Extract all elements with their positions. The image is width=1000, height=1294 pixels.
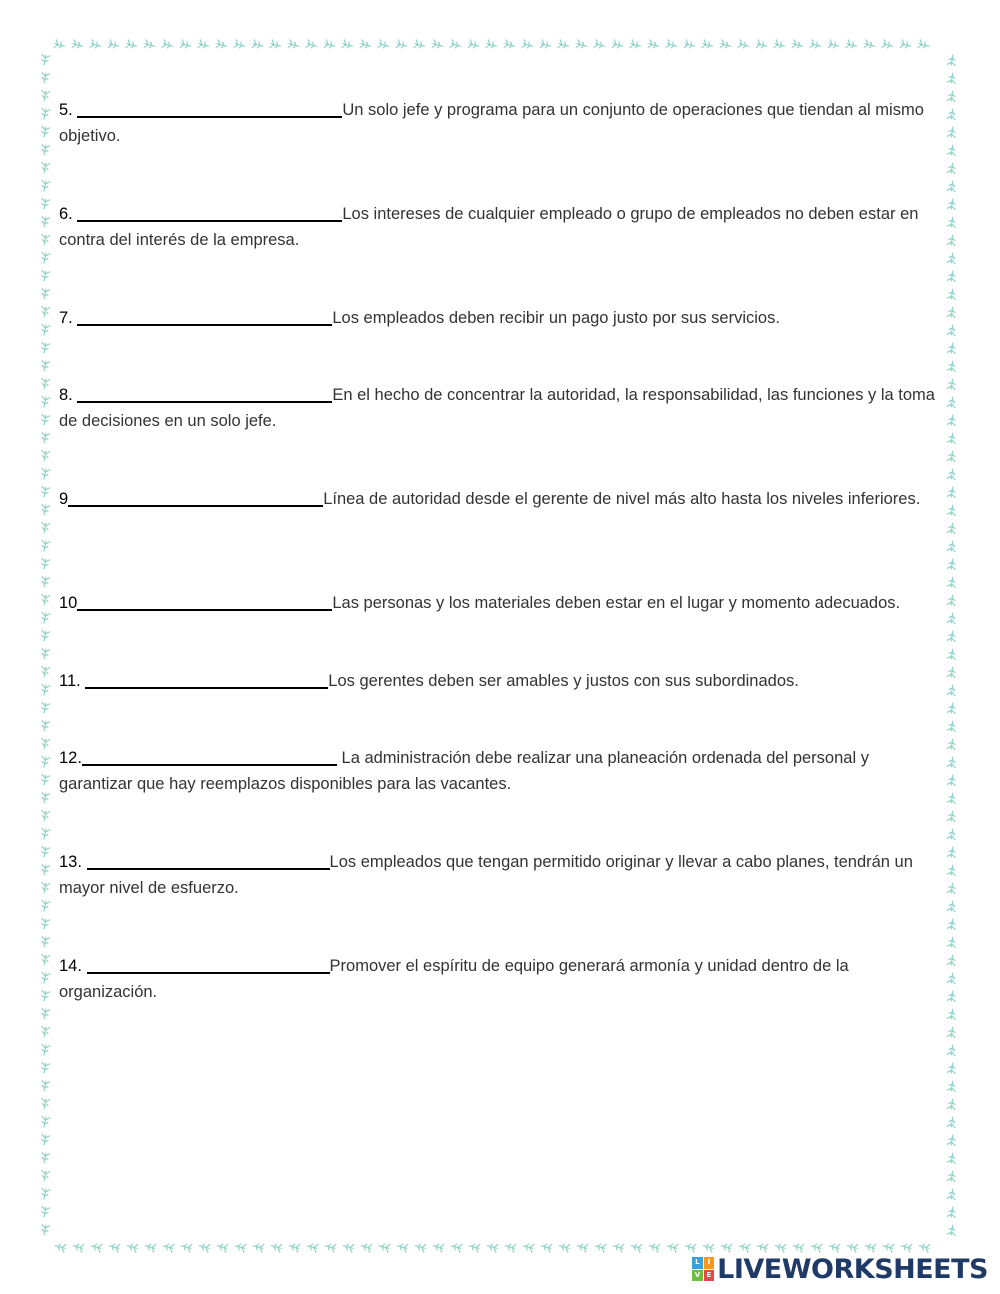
answer-blank-12[interactable] — [82, 746, 337, 766]
answer-blank-5[interactable] — [77, 98, 342, 118]
question-8 — [59, 382, 939, 434]
question-text: Los intereses de cualquier empleado o grupo de empleados no deben estar en contra del interés de la empresa. — [59, 205, 919, 249]
question-13 — [59, 849, 939, 901]
question-7 — [59, 305, 939, 331]
question-number: 11. — [59, 672, 86, 690]
answer-blank-11[interactable] — [85, 669, 328, 689]
question-number: 13. — [59, 853, 87, 871]
question-text: Un solo jefe y programa para un conjunto de operaciones que tiendan al mismo objetivo. — [59, 101, 924, 145]
question-10 — [59, 590, 939, 616]
question-number: 7. — [59, 309, 78, 327]
question-number: 6. — [59, 205, 78, 223]
answer-blank-13[interactable] — [87, 850, 330, 870]
liveworksheets-logo-icon — [692, 1257, 714, 1281]
question-text: Los empleados que tengan permitido originar y llevar a cabo planes, tendrán un mayor nivel de esfuerzo. — [59, 853, 913, 897]
question-number: 5. — [59, 101, 78, 119]
question-number: 14. — [59, 957, 87, 975]
question-number: 9 — [59, 490, 69, 508]
logo-letter: E — [704, 1270, 715, 1282]
answer-blank-14[interactable] — [87, 954, 330, 974]
answer-blank-8[interactable] — [77, 383, 332, 403]
answer-blank-7[interactable] — [77, 306, 332, 326]
logo-letter: V — [692, 1270, 703, 1282]
question-number: 10 — [59, 594, 78, 612]
question-5 — [59, 97, 939, 149]
question-11 — [59, 668, 939, 694]
question-text: Promover el espíritu de equipo generará armonía y unidad dentro de la organización. — [59, 957, 849, 1001]
question-text: La administración debe realizar una planeación ordenada del personal y garantizar que hay reemplazos disponibles para las vacantes. — [59, 749, 869, 793]
question-12 — [59, 745, 939, 797]
question-14 — [59, 953, 939, 1005]
question-number: 8. — [59, 386, 78, 404]
logo-letter: I — [704, 1257, 715, 1269]
liveworksheets-brand[interactable] — [692, 1254, 988, 1284]
answer-blank-10[interactable] — [77, 591, 332, 611]
question-6 — [59, 201, 939, 253]
question-text: Los gerentes deben ser amables y justos con sus subordinados. — [328, 672, 799, 690]
question-number: 12. — [59, 749, 82, 767]
answer-blank-9[interactable] — [68, 487, 323, 507]
question-9 — [59, 486, 939, 512]
answer-blank-6[interactable] — [77, 202, 342, 222]
question-text: En el hecho de concentrar la autoridad, la responsabilidad, las funciones y la toma de decisiones en un solo jefe. — [59, 386, 935, 430]
question-text: Línea de autoridad desde el gerente de nivel más alto hasta los niveles inferiores. — [323, 490, 921, 508]
logo-letter: L — [692, 1257, 703, 1269]
brand-name: LIVEWORKSHEETS — [717, 1253, 988, 1285]
question-text: Los empleados deben recibir un pago justo por sus servicios. — [332, 309, 780, 327]
question-text: Las personas y los materiales deben estar en el lugar y momento adecuados. — [332, 594, 901, 612]
